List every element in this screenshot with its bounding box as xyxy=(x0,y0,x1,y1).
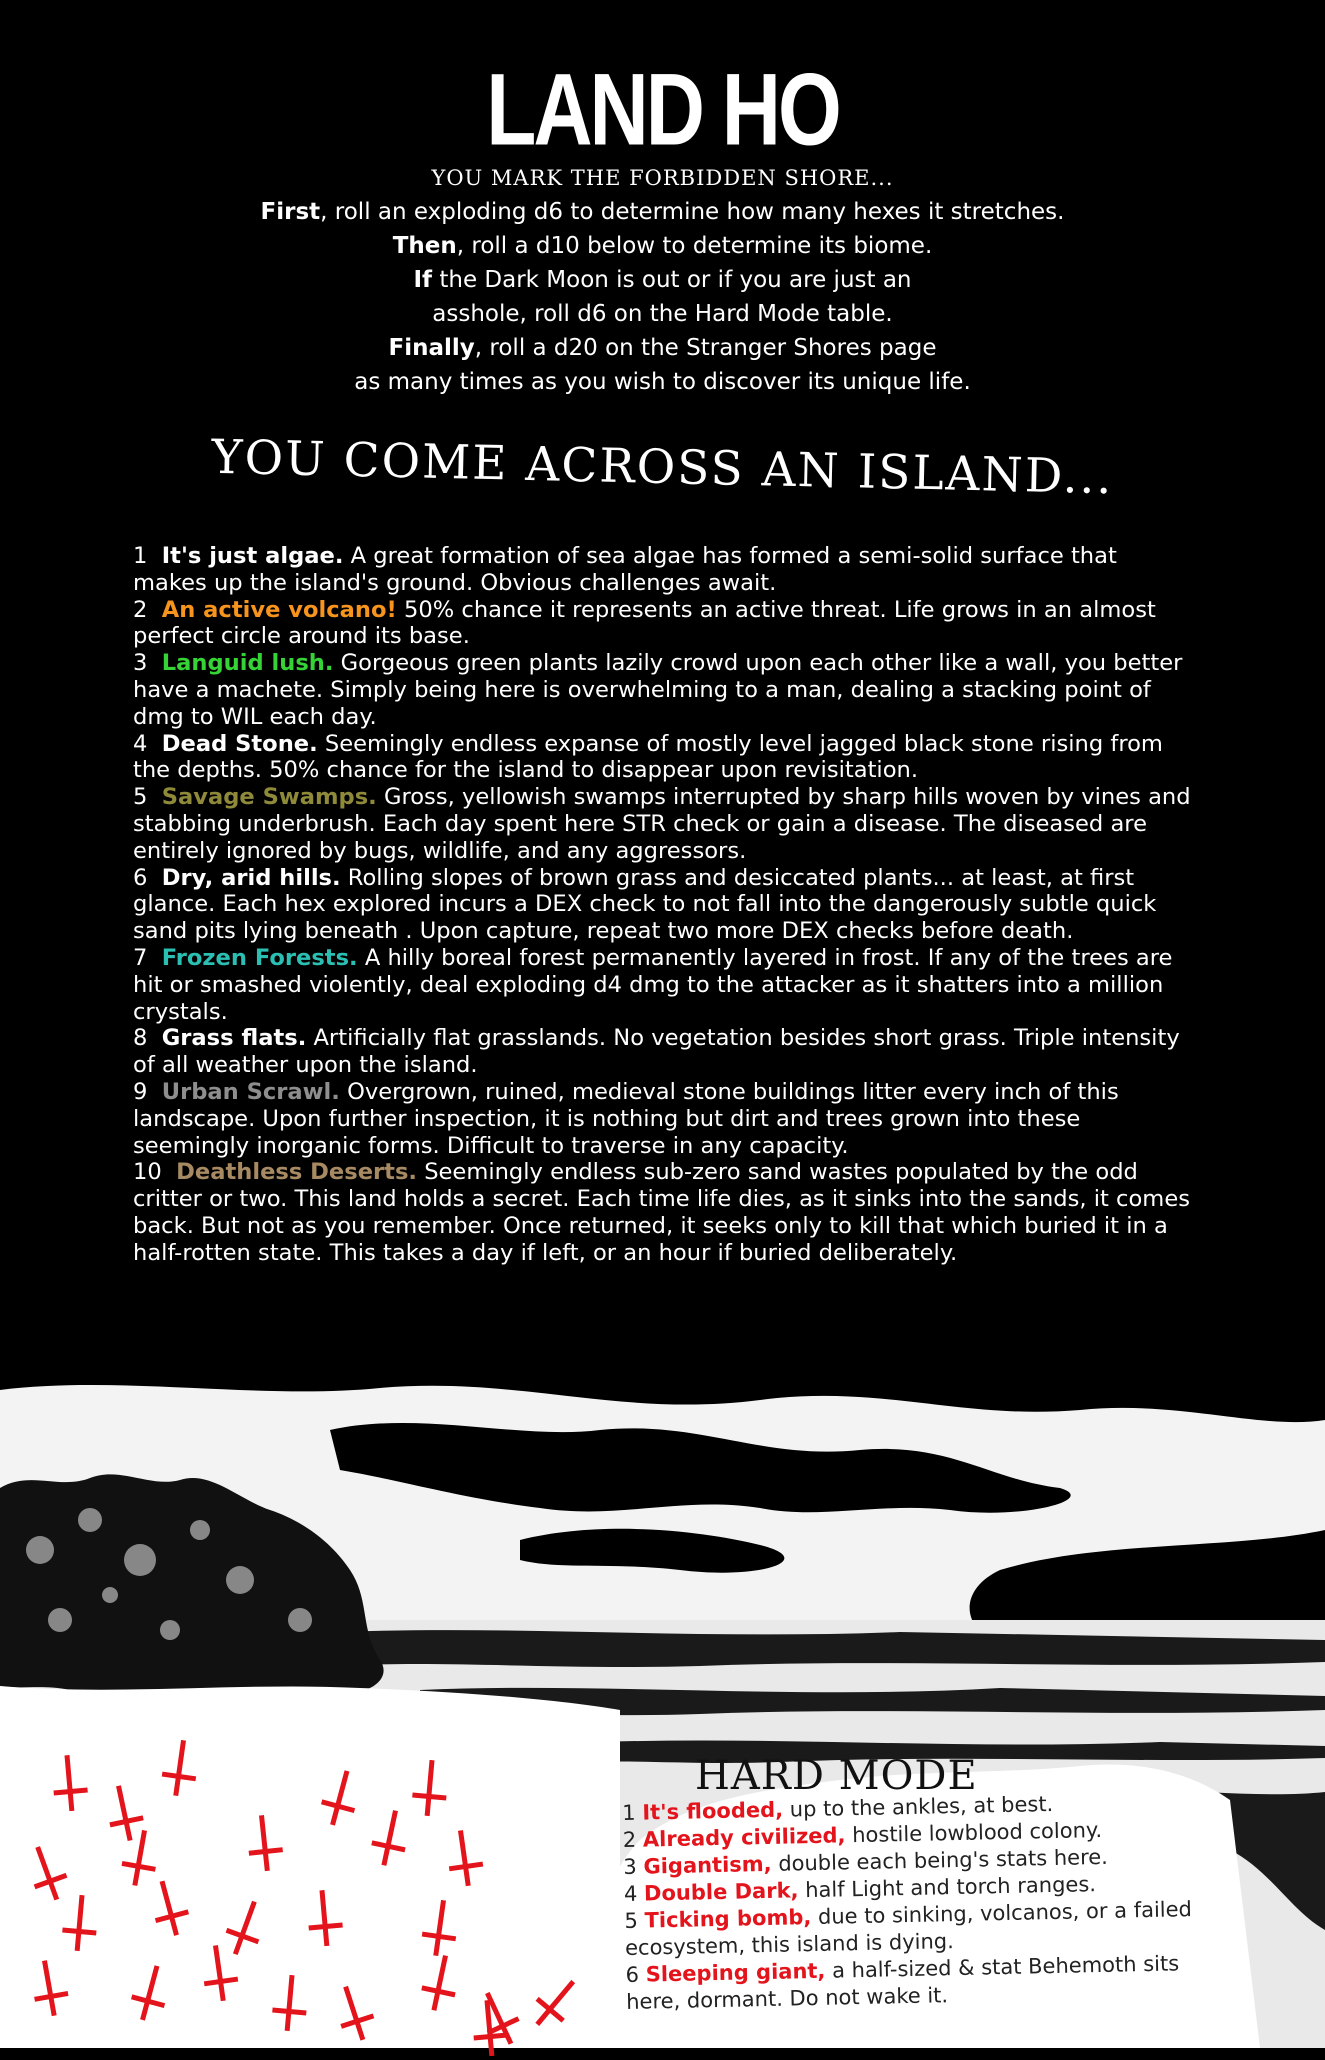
inverted-cross-icon xyxy=(408,1758,453,1819)
biome-table xyxy=(133,543,1193,1267)
list-item: 6 Dry, arid hills. Rolling slopes of brown grass and desiccated plants... at least, at first glance. Each hex explored incurs a DEX check to not fall into the dangerously subtle quick sand pits lying beneath . Upon capture, repeat two more DEX checks before death. xyxy=(133,864,1157,945)
list-item: 1 It's just algae. A great formation of sea algae has formed a semi-solid surface that makes up the island's ground. Obvious challenges await. xyxy=(133,543,1117,596)
entry-name: Languid lush. xyxy=(161,650,334,677)
list-item: 2 Already civilized, hostile lowblood colony. xyxy=(622,1817,1103,1852)
intro-line: Then, roll a d10 below to determine its biome. xyxy=(392,233,933,259)
list-item: 9 Urban Scrawl. Overgrown, ruined, medieval stone buildings litter every inch of this landscape. Upon further inspection, it is nothing but dirt and trees grown into these seemingly inorganic forms. Difficult to traverse in any capacity. xyxy=(133,1078,1119,1159)
hard-mode-table xyxy=(622,1787,1226,2016)
hard-mode-name: Gigantism, xyxy=(643,1851,772,1879)
list-item: 10 Deathless Deserts. Seemingly endless sub-zero sand wastes populated by the odd critter or two. This land holds a secret. Each time life dies, as it sinks into the sands, it comes back. But not as you remember. Once returned, it seeks only to kill that which buried it in a half-rotten state. This takes a day if left, or an hour if buried deliberately. xyxy=(133,1159,1190,1266)
inverted-cross-icon xyxy=(58,1893,103,1954)
entry-name: An active volcano! xyxy=(161,596,397,623)
list-item: 1 It's flooded, up to the ankles, at best. xyxy=(622,1791,1054,1825)
intro-instructions xyxy=(0,195,1325,399)
inverted-cross-icon xyxy=(196,1942,244,2005)
entry-name: Dead Stone. xyxy=(161,730,318,757)
list-item: 8 Grass flats. Artificially flat grasslands. No vegetation besides short grass. Triple intensity of all weather upon the island. xyxy=(133,1025,1180,1079)
subtitle: YOU MARK THE FORBIDDEN SHORE... xyxy=(431,166,894,190)
list-item: 3 Languid lush. Gorgeous green plants lazily crowd upon each other like a wall, you better have a machete. Simply being here is overwhelming to a man, dealing a stacking point of dmg to WIL each day. xyxy=(133,650,1183,730)
intro-line: Finally, roll a d20 on the Stranger Shores page xyxy=(388,335,937,361)
inverted-cross-icon xyxy=(242,1813,288,1875)
entry-name: Savage Swamps. xyxy=(161,784,377,811)
entry-name: Frozen Forests. xyxy=(161,944,358,971)
hard-mode-title: HARD MODE xyxy=(695,1753,978,1799)
list-item: 5 Ticking bomb, due to sinking, volcanos, or a failed ecosystem, this island is dying. xyxy=(624,1897,1193,1960)
hard-mode-name: Double Dark, xyxy=(643,1878,799,1906)
hard-mode-name: Sleeping giant, xyxy=(645,1958,826,1987)
inverted-cross-icon xyxy=(156,1737,204,1800)
inverted-cross-icon xyxy=(468,1998,513,2059)
entry-name: Grass flats. xyxy=(161,1025,307,1052)
intro-line: as many times as you wish to discover its unique life. xyxy=(354,369,971,395)
inverted-cross-icon xyxy=(48,1753,93,1814)
island-table-heading: YOU COME ACROSS AN ISLAND... xyxy=(210,429,1115,506)
list-item: 4 Dead Stone. Seemingly endless expanse of mostly level jagged black stone rising from the depths. 50% chance for the island to disappear upon revisitation. xyxy=(133,730,1163,784)
list-item: 6 Sleeping giant, a half-sized & stat Behemoth sits here, dormant. Do not wake it. xyxy=(625,1951,1180,2014)
entry-name: Urban Scrawl. xyxy=(161,1078,340,1105)
page-title: LAND HO xyxy=(486,53,839,167)
intro-line: asshole, roll d6 on the Hard Mode table. xyxy=(432,301,893,327)
hard-mode-name: It's flooded, xyxy=(642,1797,784,1825)
inverted-cross-icon xyxy=(303,1888,348,1949)
entry-name: Dry, arid hills. xyxy=(161,864,341,891)
list-item: 4 Double Dark, half Light and torch ranges. xyxy=(623,1872,1097,1906)
inverted-cross-icon xyxy=(416,1897,464,1960)
list-item: 2 An active volcano! 50% chance it represents an active threat. Life grows in an almost perfect circle around its base. xyxy=(133,596,1156,650)
hard-mode-name: Already civilized, xyxy=(642,1823,846,1852)
intro-line: First, roll an exploding d6 to determine how many hexes it stretches. xyxy=(260,199,1065,225)
inverted-cross-icon xyxy=(441,1827,489,1890)
entry-name: Deathless Deserts. xyxy=(176,1159,417,1186)
hard-mode-name: Ticking bomb, xyxy=(644,1905,812,1933)
entry-name: It's just algae. xyxy=(161,543,344,569)
list-item: 5 Savage Swamps. Gross, yellowish swamps interrupted by sharp hills woven by vines and stabbing underbrush. Each day spent here STR check or gain a disease. The diseased are entirely ignored by bugs, wildlife, and any aggressors. xyxy=(133,784,1191,864)
inverted-cross-icon xyxy=(268,1973,313,2034)
intro-line: If the Dark Moon is out or if you are just an xyxy=(413,267,912,293)
list-item: 7 Frozen Forests. A hilly boreal forest permanently layered in frost. If any of the trees are hit or smashed violently, deal exploding d4 dmg to the attacker as it shatters into a million crystals. xyxy=(133,944,1173,1025)
list-item: 3 Gigantism, double each being's stats here. xyxy=(623,1844,1109,1879)
